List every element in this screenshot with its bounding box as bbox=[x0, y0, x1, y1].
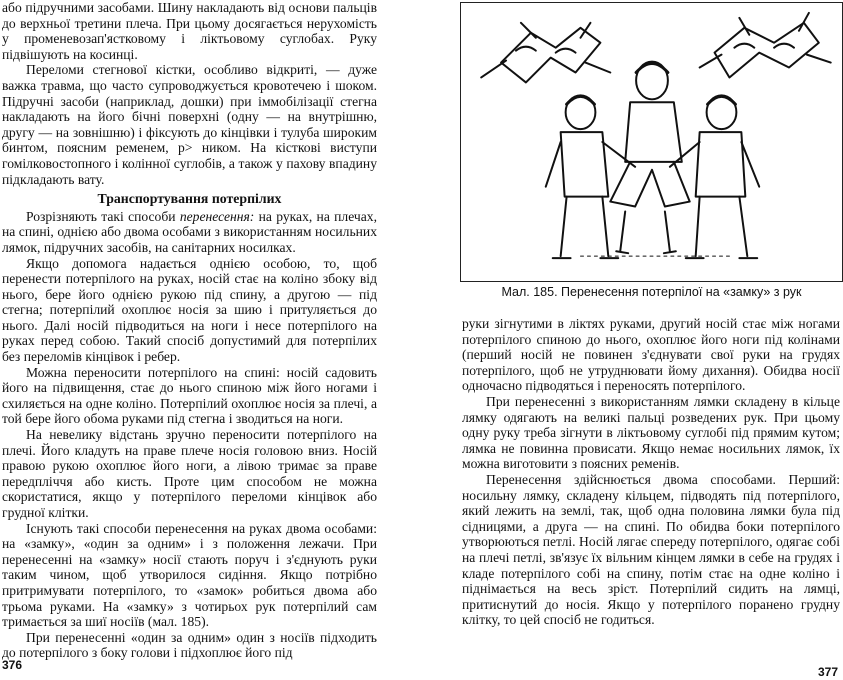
left-page-text-column bbox=[2, 0, 377, 661]
paragraph-intro bbox=[2, 209, 377, 256]
intro-text-after: на руках, на плечах, на спині, однією або двома особами з використанням носильних лямок, підручних засобів, на санітарних носилках. bbox=[2, 208, 377, 255]
hand-grip-inset-right bbox=[700, 13, 831, 78]
paragraph: Можна переносити потерпілого на спині: носій садовить його на підвищення, стає до нього спиною між його ногами і схиляється на одне коліно. Потерпілий охоплює носія за плечі, а той бере його обома руками під стегна і зводиться на ноги. bbox=[2, 364, 377, 427]
paragraph: руки зігнутими в ліктях руками, другий носій стає між ногами потерпілого спиною до нього, охоплює його ноги під колінами (перший носій не повинен з'єднувати свої руки на грудях потерпілого, щоб не утруднювати йому дихання). Обидва носії одночасно підводяться і переносять потерпілого. bbox=[462, 316, 840, 394]
intro-emphasis: перенесення: bbox=[179, 208, 255, 224]
paragraph: При перенесенні з використанням лямки складену в кільце лямку одягають на великі пальці розведених рук. При цьому одну руку треба зігнути в ліктьовому суглобі під прямим кутом; лямка не повинна провисати. Якщо немає носильних лямок, їх можна виготовити з поясних ременів. bbox=[462, 393, 840, 472]
hand-grip-inset-left bbox=[481, 23, 610, 83]
paragraph: При перенесенні «один за одним» один з носіїв підходить до потерпілого з боку голови і підхоплює його під bbox=[2, 629, 377, 661]
paragraph: Якщо допомога надається однією особою, то, щоб перенести потерпілого на руках, носій стає на коліно збоку від нього, бере його однією рукою під спину, а другою — під стегна; потерпілий охоплює носія за шию і притуляється до нього. Далі носій підводиться на ноги і несе потерпілого на руках перед собою. Такий спосіб допустимий для потерпілих без переломів кінцівок і ребер. bbox=[2, 255, 377, 365]
figure-caption: Мал. 185. Перенесення потерпілої на «замку» з рук bbox=[501, 285, 802, 299]
section-heading: Транспортування потерпілих bbox=[97, 191, 282, 207]
figure-185 bbox=[460, 2, 843, 282]
page-number-left: 376 bbox=[2, 658, 23, 672]
paragraph: або підручними засобами. Шину накладають від основи пальців до верхньої третини плеча. При цьому досягається нерухомість у променевозап'ястковому і ліктьовому суглобах. Руку підвішують на косинці. bbox=[2, 0, 377, 62]
right-page bbox=[420, 0, 843, 680]
intro-text-before: Розрізняють такі способи bbox=[26, 208, 180, 224]
page-number-right: 377 bbox=[818, 665, 839, 679]
left-page bbox=[0, 0, 420, 680]
paragraph: Перенесення здійснюється двома способами. Перший: носильну лямку, складену кільцем, підводять під потерпілого, який лежить на землі, так, щоб одна половина лямки була під сідницями, а друга — на спині. По обидва боки потерпілого утворюються петлі. Носій лягає спереду потерпілого, одягає собі на плечі петлі, зв'язує їх вільним кінцем лямки в себе на грудях і кладе потерпілого собі на спину, потім стає на одне коліно і піднімається на весь зріст. Потерпілий сидить на лямці, притиснутий до носія. Якщо у потерпілого поранено грудну клітку, то цей спосіб не годиться. bbox=[462, 471, 840, 628]
two-carriers-four-hand-seat-illustration bbox=[461, 3, 842, 281]
paragraph: На невелику відстань зручно переносити потерпілого на плечі. Його кладуть на праве плече носія головою вниз. Носій правою рукою охоплює його ноги, а лівою тримає за праве передпліччя або кисть. Проте цим способом не можна скористатися, якщо у потерпілого переломи кінцівок або грудної клітки. bbox=[2, 427, 377, 520]
paragraph: Існують такі способи перенесення на руках двома особами: на «замку», «один за одним» і з положення лежачи. При перенесенні на «замку» носії стають поруч і з'єднують руки таким чином, щоб утворилося сидіння. Якщо потрібно притримувати потерпілого, то «замок» робиться двома або трьома руками. На «замку» з чотирьох рук потерпілий сам тримається за шиї носіїв (мал. 185). bbox=[2, 520, 377, 630]
right-carrier-figure bbox=[670, 95, 759, 258]
paragraph: Переломи стегнової кістки, особливо відкриті, — дуже важка травма, що часто супроводжується кровотечею і шоком. Підручні засоби (наприклад, дошки) при іммобілізації стегна накладають на його бічні поверхні (одну — на внутрішню, другу — на зовнішню) і фіксують до кінцівки і тулуба широким бинтом, поясним ременем, р> ником. На кісткові виступи гомілковостопного і колінної суглобів, а також у пахову впадину підкладають вату. bbox=[2, 62, 377, 187]
right-page-text-column bbox=[462, 316, 840, 628]
